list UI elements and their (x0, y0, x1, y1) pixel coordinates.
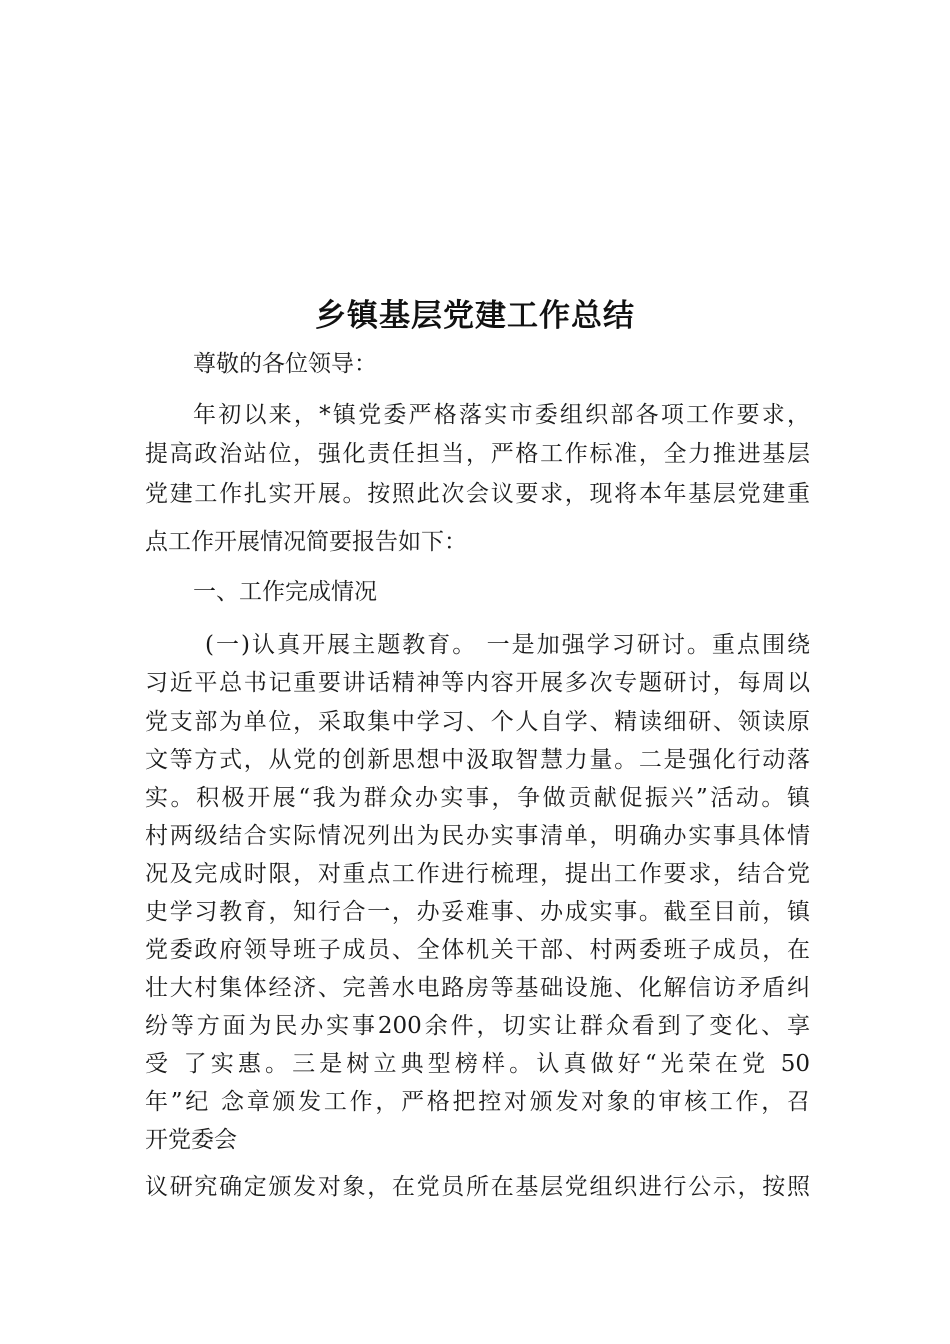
section-heading: 一、工作完成情况 (193, 579, 377, 605)
paragraph-line: 村两级结合实际情况列出为民办实事清单，明确办实事具体情 (145, 823, 810, 849)
paragraph-line: 纷等方面为民办实事200余件，切实让群众看到了变化、享 (145, 1013, 810, 1039)
paragraph-line: 党支部为单位，采取集中学习、个人自学、精读细研、领读原 (145, 709, 810, 735)
paragraph-line: 文等方式，从党的创新思想中汲取智慧力量。二是强化行动落 (145, 747, 810, 773)
paragraph-line: 开党委会 (145, 1127, 237, 1153)
paragraph-line: 党委政府领导班子成员、全体机关干部、村两委班子成员，在 (145, 937, 810, 963)
paragraph-line: 实。积极开展“我为群众办实事，争做贡献促振兴”活动。镇 (145, 785, 810, 811)
paragraph-line: 年初以来，*镇党委严格落实市委组织部各项工作要求， (193, 402, 810, 428)
paragraph-line: 点工作开展情况简要报告如下： (145, 529, 467, 555)
paragraph-line: 党建工作扎实开展。按照此次会议要求，现将本年基层党建重 (145, 481, 810, 507)
paragraph-line: 议研究确定颁发对象，在党员所在基层党组织进行公示，按照 (145, 1174, 810, 1200)
paragraph-line: 年”纪 念章颁发工作，严格把控对颁发对象的审核工作，召 (145, 1089, 810, 1115)
paragraph-line: 壮大村集体经济、完善水电路房等基础设施、化解信访矛盾纠 (145, 975, 810, 1001)
paragraph-line: 习近平总书记重要讲话精神等内容开展多次专题研讨，每周以 (145, 670, 810, 696)
paragraph-line: 受 了实惠。三是树立典型榜样。认真做好“光荣在党 50 (145, 1051, 810, 1077)
document-title: 乡镇基层党建工作总结 (315, 298, 635, 334)
paragraph-line: (一)认真开展主题教育。 一是加强学习研讨。重点围绕 (205, 632, 810, 658)
paragraph-line: 况及完成时限，对重点工作进行梳理，提出工作要求，结合党 (145, 861, 810, 887)
salutation: 尊敬的各位领导： (193, 351, 377, 377)
paragraph-line: 史学习教育，知行合一，办妥难事、办成实事。截至目前，镇 (145, 899, 810, 925)
paragraph-line: 提高政治站位，强化责任担当，严格工作标准，全力推进基层 (145, 441, 810, 467)
